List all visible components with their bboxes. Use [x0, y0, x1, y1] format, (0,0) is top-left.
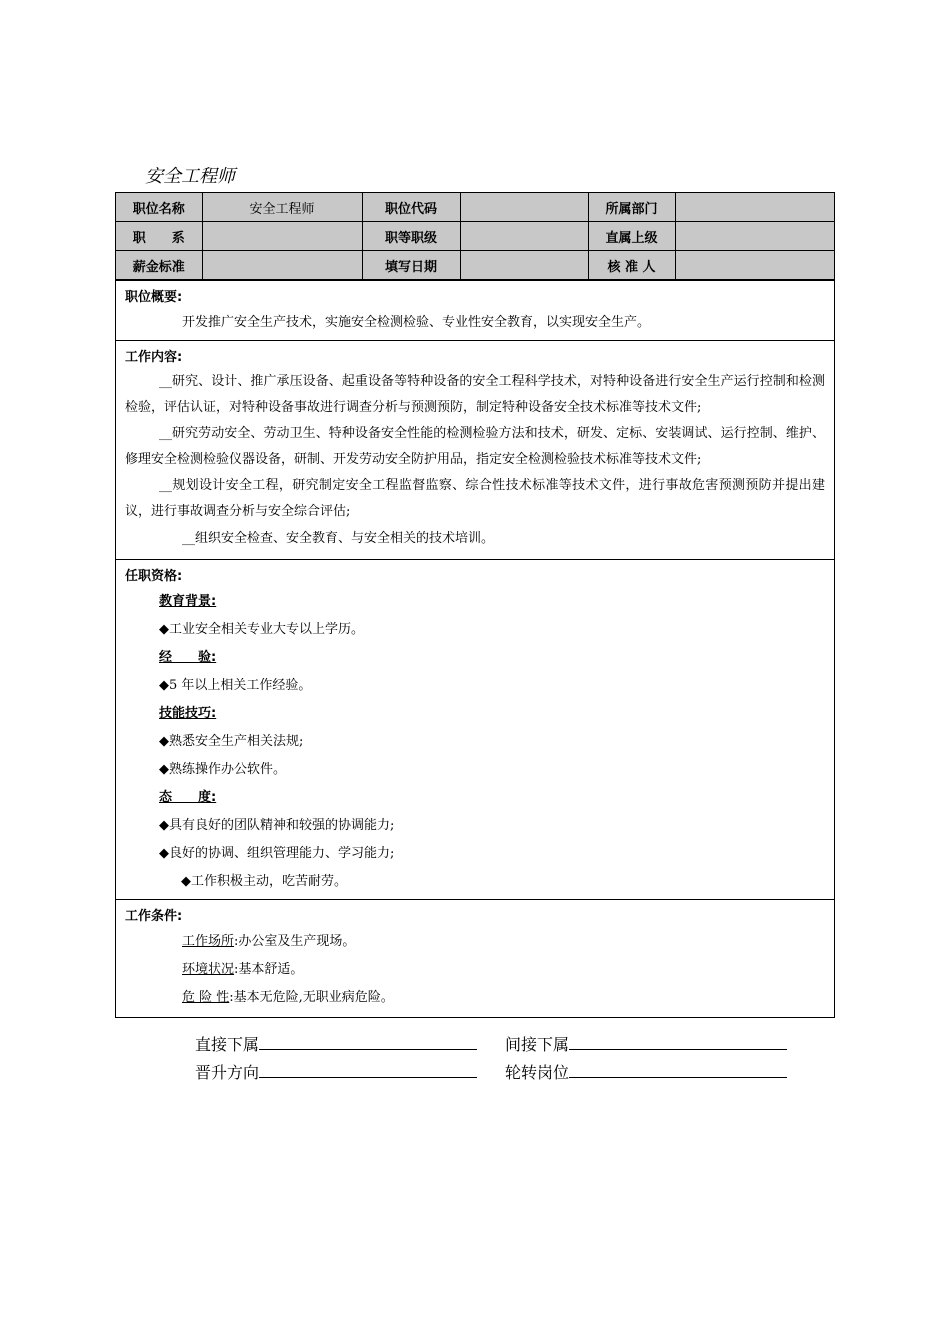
skill-item: ◆熟悉安全生产相关法规;	[159, 734, 304, 749]
attitude-item: ◆具有良好的团队精神和较强的协调能力;	[159, 818, 395, 833]
promotion-line[interactable]	[259, 1059, 477, 1078]
job-grade-label: 职等职级	[362, 222, 460, 251]
header-table	[116, 193, 834, 280]
work-section	[116, 340, 834, 559]
workplace-label: 工作场所	[182, 934, 235, 949]
skills-label: 技能技巧:	[159, 706, 217, 721]
job-name-value[interactable]: 安全工程师	[202, 193, 362, 222]
department-value[interactable]	[675, 193, 834, 222]
salary-label: 薪金标准	[116, 251, 202, 280]
approver-label: 核 准 人	[588, 251, 675, 280]
experience-label: 经 验:	[159, 650, 217, 665]
job-family-value[interactable]	[202, 222, 362, 251]
work-item: __规划设计安全工程，研究制定安全工程监督监察、综合性技术标准等技术文件，进行事故危害预测预防并提出建议，进行事故调查分析与安全综合评估;	[125, 478, 825, 519]
risk-row	[125, 984, 825, 1012]
header-row	[116, 193, 834, 222]
header-row	[116, 222, 834, 251]
work-item: __研究劳动安全、劳动卫生、特种设备安全性能的检测检验方法和技术，研发、定标、安装调试、运行控制、维护、修理安全检测检验仪器设备，研制、开发劳动安全防护用品，指定安全检测检验技术标准等技术文件;	[125, 426, 825, 467]
job-grade-value[interactable]	[460, 222, 588, 251]
header-row	[116, 251, 834, 280]
conditions-section	[116, 899, 834, 1017]
education-label: 教育背景:	[159, 594, 217, 609]
qualification-section	[116, 559, 834, 899]
environment-value: :基本舒适。	[234, 962, 304, 977]
fill-date-label: 填写日期	[362, 251, 460, 280]
attitude-item: ◆工作积极主动，吃苦耐劳。	[181, 874, 347, 889]
indirect-subordinate-line[interactable]	[569, 1031, 787, 1050]
conditions-heading: 工作条件:	[125, 909, 183, 924]
job-family-label: 职 系	[116, 222, 202, 251]
salary-value[interactable]	[202, 251, 362, 280]
rotation-line[interactable]	[569, 1059, 787, 1078]
work-item: __组织安全检查、安全教育、与安全相关的技术培训。	[182, 531, 495, 546]
job-name-label: 职位名称	[116, 193, 202, 222]
experience-item: ◆5 年以上相关工作经验。	[159, 678, 312, 693]
workplace-value: :办公室及生产现场。	[234, 934, 356, 949]
risk-label: 危 险 性	[182, 990, 230, 1005]
department-label: 所属部门	[588, 193, 675, 222]
environment-row	[125, 956, 825, 984]
work-item: __研究、设计、推广承压设备、起重设备等特种设备的安全工程科学技术，对特种设备进行安全生产运行控制和检测检验，评估认证，对特种设备事故进行调查分析与预测预防，制定特种设备安全技术标准等技术文件;	[125, 374, 825, 415]
job-description-form	[115, 192, 835, 1018]
footer-fields	[195, 1031, 815, 1087]
promotion-label: 晋升方向	[195, 1063, 260, 1082]
education-item: ◆工业安全相关专业大专以上学历。	[159, 622, 364, 637]
footer-row	[195, 1059, 815, 1087]
summary-text: 开发推广安全生产技术，实施安全检测检验、专业性安全教育，以实现安全生产。	[182, 315, 651, 330]
rotation-label: 轮转岗位	[505, 1063, 570, 1082]
indirect-subordinate-label: 间接下属	[505, 1035, 570, 1054]
supervisor-label: 直属上级	[588, 222, 675, 251]
attitude-label: 态 度:	[159, 790, 217, 805]
summary-heading: 职位概要:	[125, 290, 183, 305]
direct-subordinate-label: 直接下属	[195, 1035, 260, 1054]
workplace-row	[125, 928, 825, 956]
work-heading: 工作内容:	[125, 350, 183, 365]
supervisor-value[interactable]	[675, 222, 834, 251]
environment-label: 环境状况	[182, 962, 235, 977]
job-code-value[interactable]	[460, 193, 588, 222]
approver-value[interactable]	[675, 251, 834, 280]
summary-section	[116, 280, 834, 340]
risk-value: :基本无危险,无职业病危险。	[229, 990, 394, 1005]
attitude-item: ◆良好的协调、组织管理能力、学习能力;	[159, 846, 395, 861]
job-code-label: 职位代码	[362, 193, 460, 222]
page-title: 安全工程师	[145, 166, 235, 187]
skill-item: ◆熟练操作办公软件。	[159, 762, 286, 777]
footer-row	[195, 1031, 815, 1059]
fill-date-value[interactable]	[460, 251, 588, 280]
direct-subordinate-line[interactable]	[259, 1031, 477, 1050]
qualification-heading: 任职资格:	[125, 569, 183, 584]
